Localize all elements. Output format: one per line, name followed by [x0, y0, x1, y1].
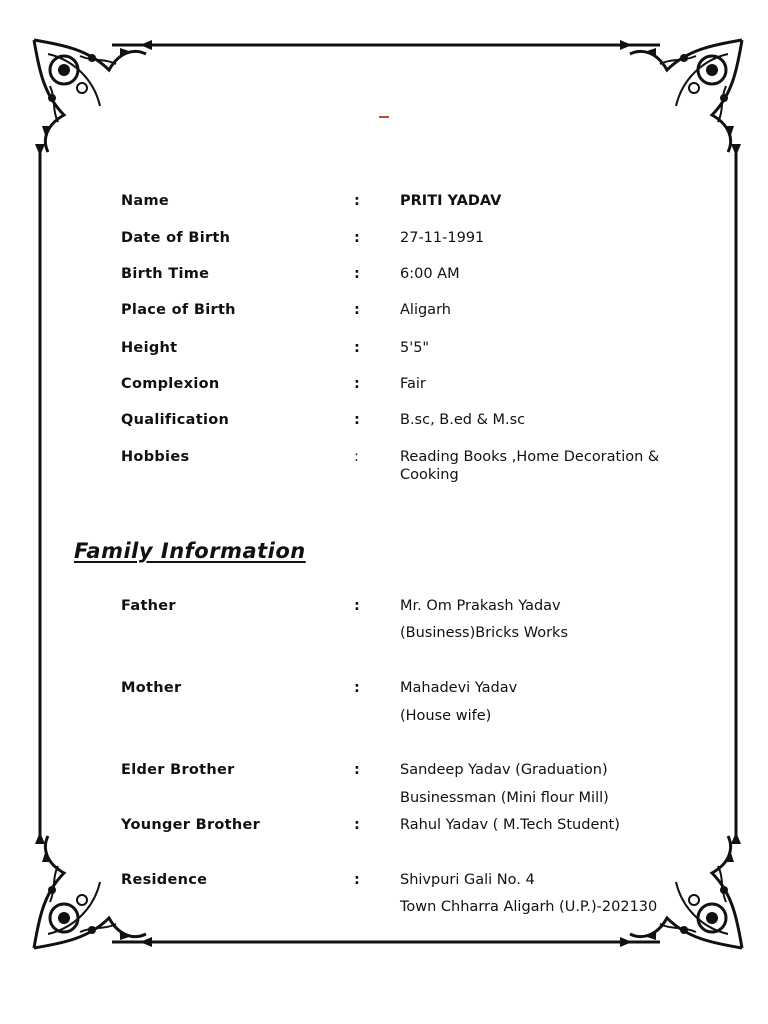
separator: : [354, 412, 360, 428]
label-residence: Residence [121, 872, 208, 888]
separator: : [354, 266, 360, 282]
label-date-of-birth: Date of Birth [121, 230, 231, 246]
value-birth-time: 6:00 AM [400, 266, 460, 282]
label-qualification: Qualification [121, 412, 230, 428]
value-younger-brother-name: Rahul Yadav ( M.Tech Student) [400, 817, 620, 833]
label-name: Name [121, 193, 170, 209]
label-hobbies: Hobbies [121, 449, 190, 465]
separator: : [354, 817, 360, 833]
value-elder-brother-name: Sandeep Yadav (Graduation) [400, 762, 608, 778]
accent-mark [379, 116, 389, 118]
label-younger-brother: Younger Brother [121, 817, 261, 833]
value-height: 5'5" [400, 340, 430, 356]
separator: : [354, 193, 360, 209]
value-place-of-birth: Aligarh [400, 302, 451, 318]
separator: : [354, 762, 360, 778]
value-mother-occupation: (House wife) [400, 708, 492, 724]
label-complexion: Complexion [121, 376, 220, 392]
separator: : [354, 598, 360, 614]
label-father: Father [121, 598, 176, 614]
value-elder-brother-occupation: Businessman (Mini flour Mill) [400, 790, 609, 806]
value-father-name: Mr. Om Prakash Yadav [400, 598, 561, 614]
value-residence-line1: Shivpuri Gali No. 4 [400, 872, 535, 888]
separator: : [354, 872, 360, 888]
value-name: PRITI YADAV [400, 193, 502, 209]
value-residence-line2: Town Chharra Aligarh (U.P.)-202130 [400, 899, 658, 915]
separator: : [354, 302, 360, 318]
label-birth-time: Birth Time [121, 266, 210, 282]
value-qualification: B.sc, B.ed & M.sc [400, 412, 526, 428]
separator: : [354, 230, 360, 246]
separator: : [354, 340, 360, 356]
label-elder-brother: Elder Brother [121, 762, 235, 778]
separator: : [354, 449, 359, 465]
value-father-occupation: (Business)Bricks Works [400, 625, 568, 641]
value-hobbies: Reading Books ,Home Decoration & Cooking [400, 449, 660, 483]
section-title-family: Family Information [74, 539, 306, 563]
label-place-of-birth: Place of Birth [121, 302, 236, 318]
label-height: Height [121, 340, 178, 356]
value-complexion: Fair [400, 376, 426, 392]
separator: : [354, 680, 360, 696]
label-mother: Mother [121, 680, 182, 696]
value-mother-name: Mahadevi Yadav [400, 680, 518, 696]
separator: : [354, 376, 360, 392]
value-date-of-birth: 27-11-1991 [400, 230, 485, 246]
